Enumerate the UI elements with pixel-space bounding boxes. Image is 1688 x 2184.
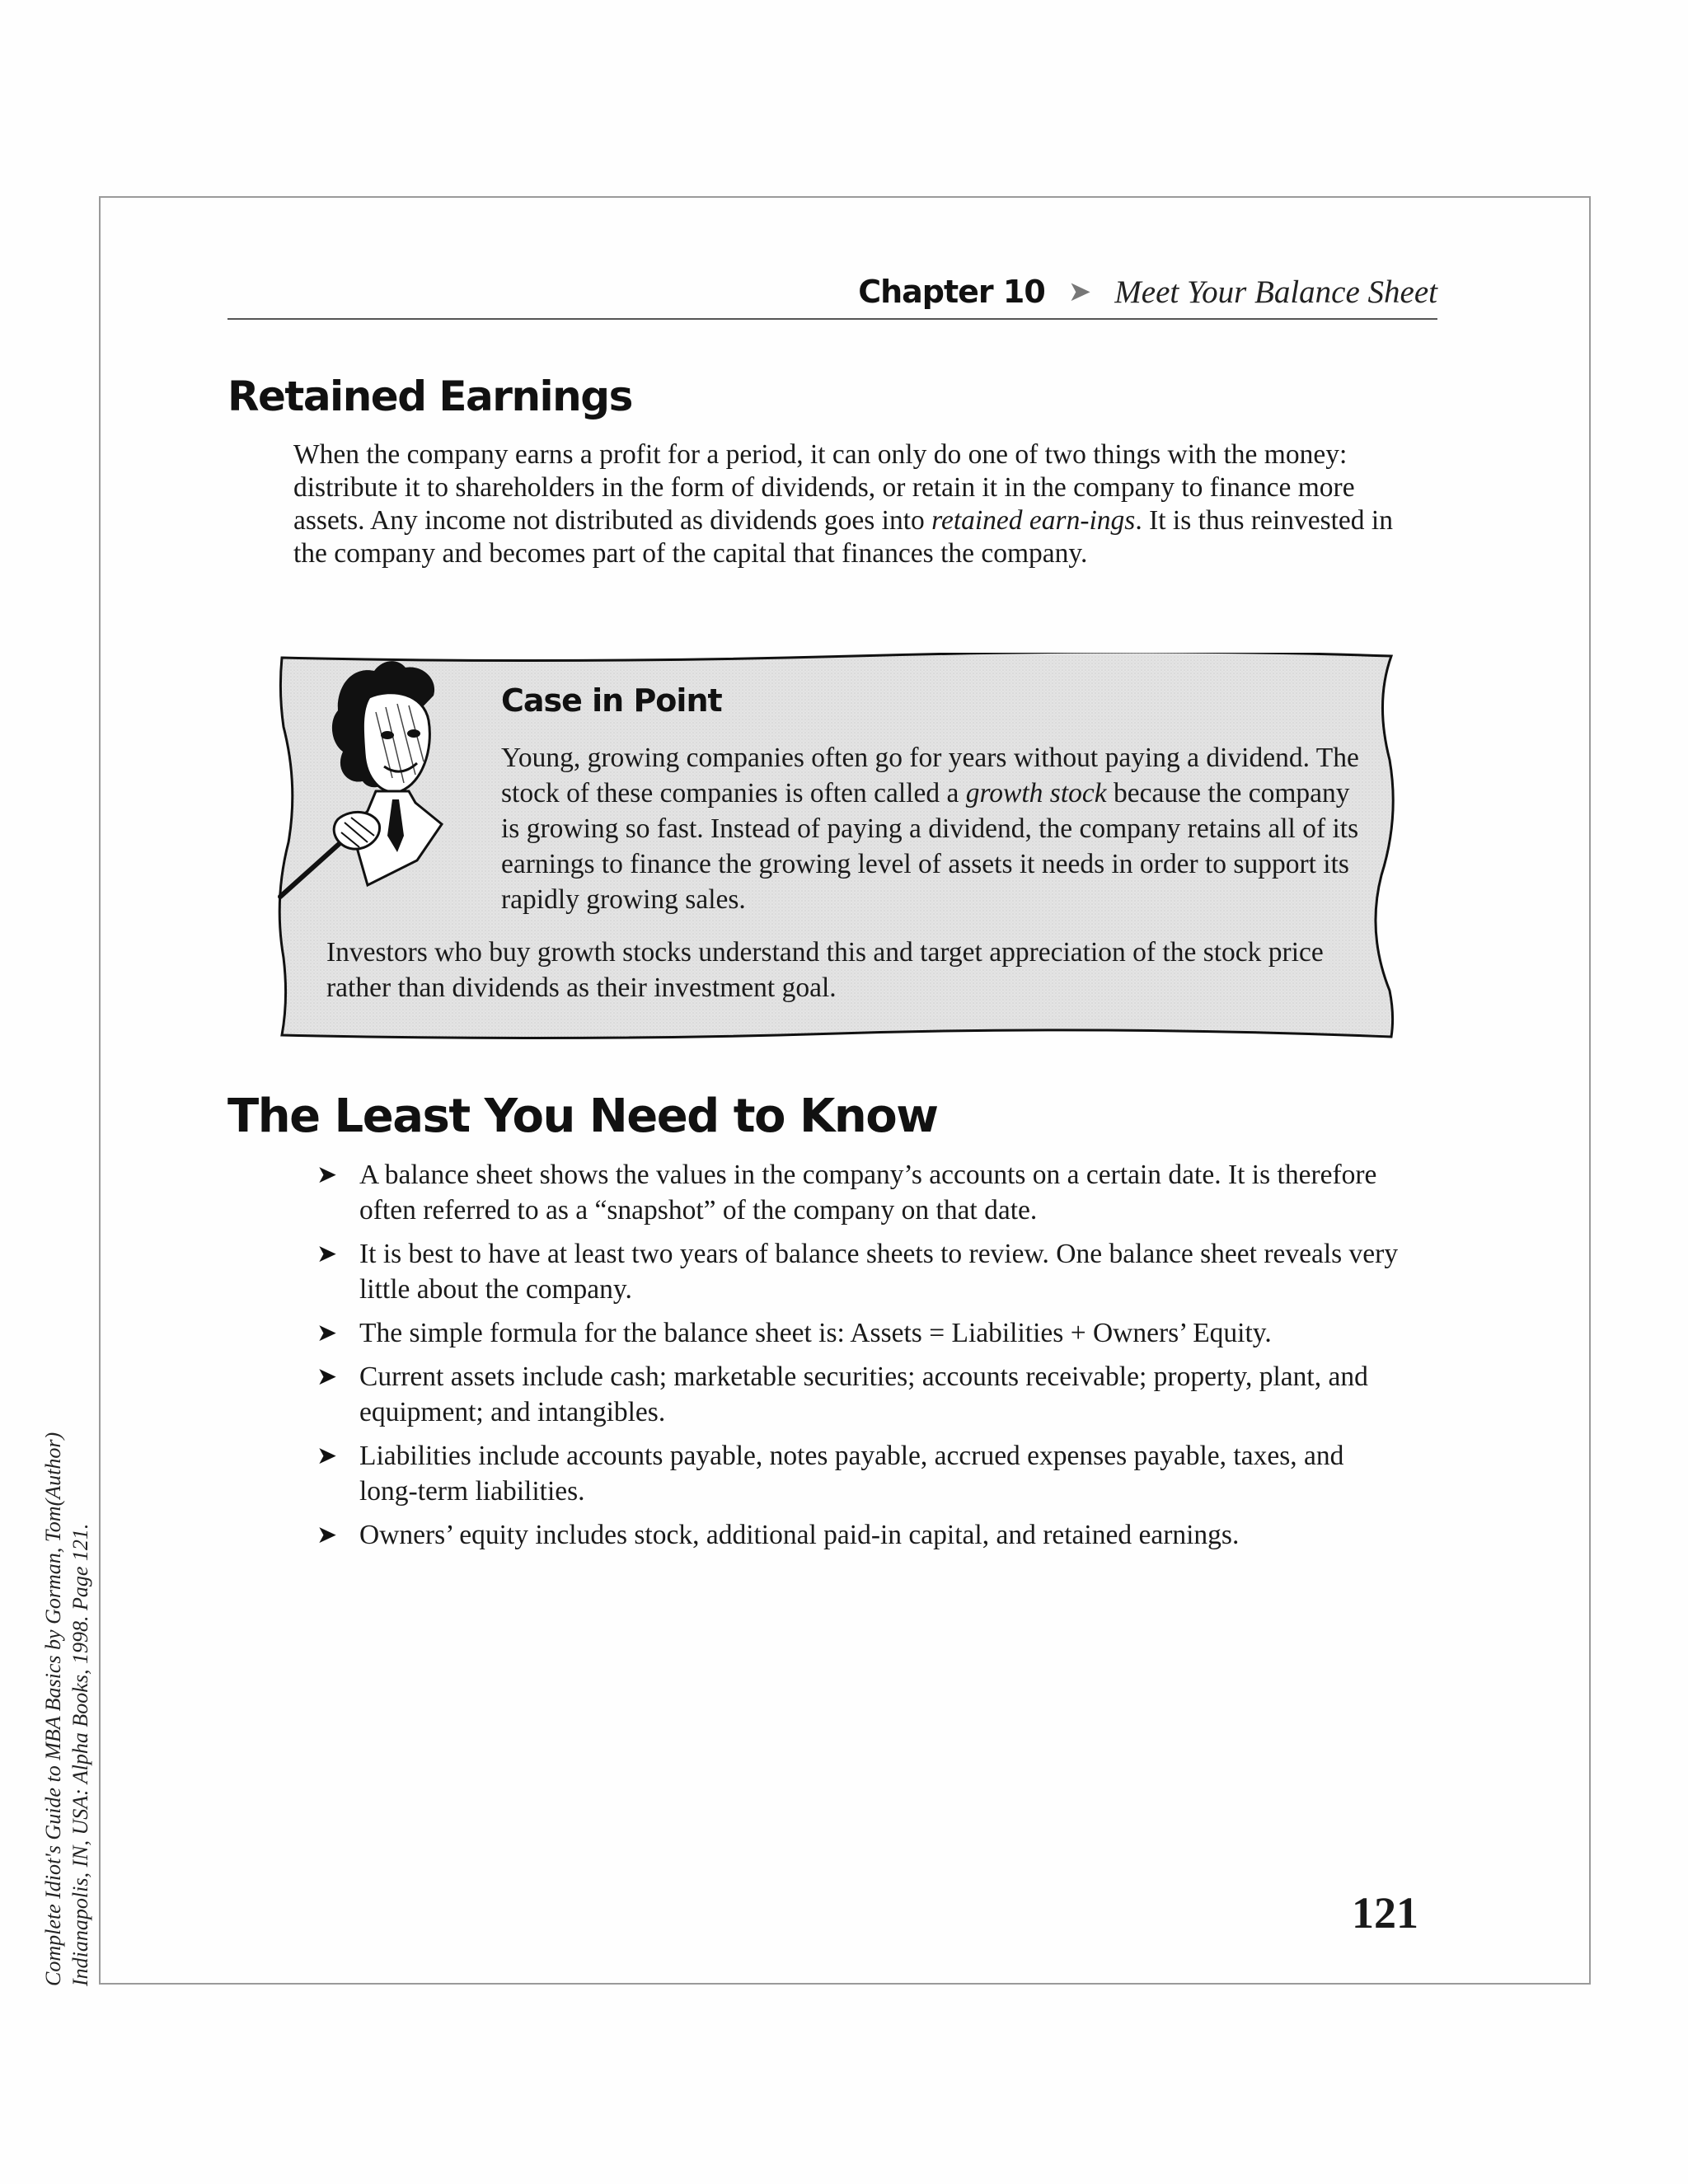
running-head [227,270,1437,320]
paragraph-text: . It is thus reinvested in the company and becomes part of the capital that finances the company. [293,505,1393,569]
paragraph-text: because the company is growing so fast. Instead of paying a dividend, the company retains all of its earnings to finance the growing level of assets it needs in order to support its rapidly growing sales. [501,778,1359,915]
arrow-bullet-icon: ➤ [316,1521,338,1549]
arrow-bullet-icon: ➤ [316,1160,338,1189]
list-item-text: Liabilities include accounts payable, notes payable, accrued expenses payable, taxes, and long-term liabilities. [359,1441,1344,1507]
arrow-bullet-icon: ➤ [316,1240,338,1268]
citation-line-2: Indianapolis, IN, USA: Alpha Books, 1998. Page 121. [68,1523,92,1986]
side-citation [40,1376,94,1986]
list-item [316,1517,1404,1553]
teacher-with-pointer-icon [277,646,467,910]
paragraph-text: When the company earns a profit for a period, it can only do one of two things with the money: distribute it to shareholders in the form of dividends, or retain it in the company to finance more assets. Any income not distributed as dividends goes into [293,439,1355,536]
list-item [316,1359,1404,1430]
italic-term: retained earn-ings [931,505,1136,536]
case-in-point-paragraph-2: Investors who buy growth stocks understand this and target appreciation of the stock price rather than dividends as their investment goal. [326,937,1324,1003]
arrow-bullet-icon: ➤ [316,1362,338,1391]
list-item [316,1236,1404,1307]
list-item [316,1438,1404,1509]
case-in-point-heading: Case in Point [501,682,722,719]
list-item-text: Current assets include cash; marketable securities; accounts receivable; property, plant, and equipment; and intangibles. [359,1361,1368,1427]
list-item [316,1315,1404,1351]
arrow-bullet-icon: ➤ [316,1319,338,1347]
arrow-bullet-icon: ➤ [316,1441,338,1470]
list-item-text: It is best to have at least two years of balance sheets to review. One balance sheet reveals very little about the company. [359,1239,1399,1305]
paragraph-text: Young, growing companies often go for years without paying a dividend. The stock of these companies is often called a [501,743,1359,808]
section-heading-retained-earnings: Retained Earnings [227,373,632,420]
citation-line-1: Complete Idiot's Guide to MBA Basics by Gorman, Tom(Author) [41,1432,65,1986]
summary-list [316,1157,1404,1561]
arrow-icon: ➤ [1067,275,1092,308]
retained-earnings-paragraph [293,438,1398,570]
list-item-text: The simple formula for the balance sheet is: Assets = Liabilities + Owners’ Equity. [359,1318,1272,1348]
list-item-text: Owners’ equity includes stock, additional paid-in capital, and retained earnings. [359,1520,1240,1550]
section-heading-least-you-need: The Least You Need to Know [227,1090,938,1143]
list-item [316,1157,1404,1228]
italic-term: growth stock [965,778,1107,808]
page-number: 121 [1352,1888,1418,1938]
case-in-point-paragraph-1 [501,740,1375,917]
list-item-text: A balance sheet shows the values in the company’s accounts on a certain date. It is therefore often referred to as a “snapshot” of the company on that date. [359,1160,1377,1226]
running-head-chapter: Chapter 10 [858,274,1045,310]
running-head-title: Meet Your Balance Sheet [1114,274,1437,310]
case-in-point-box [277,653,1398,1040]
